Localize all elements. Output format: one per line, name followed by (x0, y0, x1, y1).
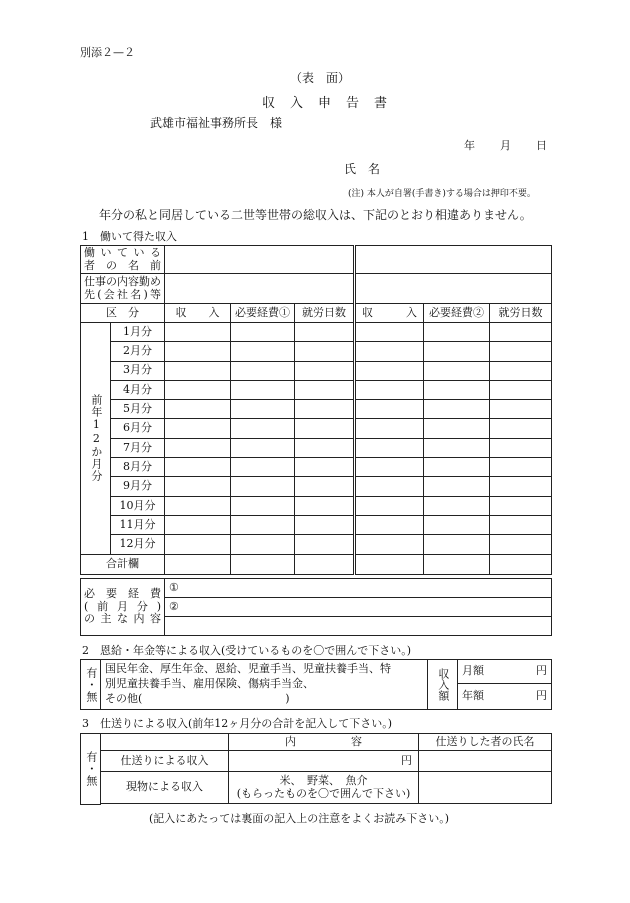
pension-yesno[interactable]: 有・無 (81, 660, 101, 710)
month-expense-2-cell[interactable] (424, 361, 490, 380)
month-days-1-cell[interactable] (295, 323, 355, 342)
pension-yearly[interactable]: 年額 円 (458, 684, 552, 710)
col-days-1: 就労日数 (295, 304, 355, 323)
month-label: 3月分 (111, 361, 165, 380)
month-expense-1-cell[interactable] (231, 342, 295, 361)
document-title: 収 入 申 告 書 (262, 96, 389, 111)
expense-content-table (80, 578, 552, 636)
col-kubun: 区 分 (81, 304, 165, 323)
worker-name-field-1[interactable] (165, 246, 355, 274)
month-income-1-cell[interactable] (165, 535, 231, 554)
side-label: （表 面） (290, 71, 351, 85)
month-income-2-cell[interactable] (355, 419, 424, 438)
month-days-2-cell[interactable] (490, 496, 552, 515)
month-days-1-cell[interactable] (295, 477, 355, 496)
month-income-1-cell[interactable] (165, 458, 231, 477)
table-row (81, 458, 552, 477)
month-days-2-cell[interactable] (490, 438, 552, 457)
table-row (81, 419, 552, 438)
month-days-2-cell[interactable] (490, 342, 552, 361)
month-days-2-cell[interactable] (490, 361, 552, 380)
month-days-2-cell[interactable] (490, 323, 552, 342)
month-expense-1-cell[interactable] (231, 458, 295, 477)
period-label: 前年12か月分 (81, 323, 111, 555)
month-days-2-cell[interactable] (490, 419, 552, 438)
month-days-1-cell[interactable] (295, 380, 355, 399)
month-expense-2-cell[interactable] (424, 400, 490, 419)
col-expense-1: 必要経費① (231, 304, 295, 323)
cash-sender[interactable] (419, 751, 552, 772)
month-days-2-cell[interactable] (490, 535, 552, 554)
col-days-2: 就労日数 (490, 304, 552, 323)
month-label: 12月分 (111, 535, 165, 554)
section2-heading: 2 恩給・年金等による収入(受けているものを〇で囲んで下さい。) (82, 644, 412, 657)
month-income-2-cell[interactable] (355, 342, 424, 361)
month-expense-1-cell[interactable] (231, 323, 295, 342)
month-income-2-cell[interactable] (355, 361, 424, 380)
pension-income-label: 収入額 (428, 660, 458, 710)
month-income-1-cell[interactable] (165, 361, 231, 380)
month-expense-1-cell[interactable] (231, 438, 295, 457)
table-row (81, 361, 552, 380)
month-days-1-cell[interactable] (295, 342, 355, 361)
month-days-2-cell[interactable] (490, 515, 552, 534)
month-income-1-cell[interactable] (165, 496, 231, 515)
table-row (81, 342, 552, 361)
month-expense-2-cell[interactable] (424, 496, 490, 515)
remittance-table (80, 733, 552, 805)
kind-label: 現物による収入 (101, 772, 229, 804)
month-expense-2-cell[interactable] (424, 477, 490, 496)
month-days-1-cell[interactable] (295, 515, 355, 534)
month-expense-1-cell[interactable] (231, 535, 295, 554)
declaration-text: 年分の私と同居している二世等世帯の総収入は、下記のとおり相違ありません。 (99, 208, 532, 222)
month-income-1-cell[interactable] (165, 477, 231, 496)
kind-items[interactable]: 米、 野菜、 魚介 (もらったものを〇で囲んで下さい) (229, 772, 419, 804)
worker-name-label: 働いている 者の名前 (81, 246, 165, 274)
month-expense-2-cell[interactable] (424, 515, 490, 534)
month-label: 5月分 (111, 400, 165, 419)
total-expense-1[interactable] (231, 554, 295, 574)
date-month-label: 月 (500, 139, 511, 152)
job-field-1[interactable] (165, 274, 355, 304)
table-row (81, 477, 552, 496)
pension-monthly[interactable]: 月額 円 (458, 660, 552, 684)
month-income-2-cell[interactable] (355, 458, 424, 477)
month-income-1-cell[interactable] (165, 380, 231, 399)
expense-content-2[interactable]: ② (165, 598, 552, 617)
month-label: 1月分 (111, 323, 165, 342)
month-days-2-cell[interactable] (490, 380, 552, 399)
month-income-2-cell[interactable] (355, 380, 424, 399)
month-income-2-cell[interactable] (355, 496, 424, 515)
month-expense-2-cell[interactable] (424, 380, 490, 399)
month-expense-1-cell[interactable] (231, 400, 295, 419)
cash-label: 仕送りによる収入 (101, 751, 229, 772)
month-income-1-cell[interactable] (165, 342, 231, 361)
earned-income-table (80, 245, 552, 575)
table-row (81, 496, 552, 515)
month-expense-2-cell[interactable] (424, 342, 490, 361)
month-expense-2-cell[interactable] (424, 323, 490, 342)
month-days-2-cell[interactable] (490, 458, 552, 477)
annex-label: 別添２—２ (80, 46, 135, 59)
month-days-1-cell[interactable] (295, 496, 355, 515)
month-days-1-cell[interactable] (295, 458, 355, 477)
month-label: 9月分 (111, 477, 165, 496)
col-income-2: 収 入 (355, 304, 424, 323)
month-label: 10月分 (111, 496, 165, 515)
date-year-label: 年 (464, 139, 475, 152)
month-label: 8月分 (111, 458, 165, 477)
month-label: 7月分 (111, 438, 165, 457)
col-sender: 仕送りした者の氏名 (419, 734, 552, 751)
month-income-1-cell[interactable] (165, 515, 231, 534)
date-day-label: 日 (536, 139, 547, 152)
total-income-1[interactable] (165, 554, 231, 574)
seal-note: (注) 本人が自署(手書き)する場合は押印不要。 (348, 189, 536, 199)
footer-note: (記入にあたっては裏面の記入上の注意をよくお読み下さい。) (149, 812, 450, 825)
kind-sender[interactable] (419, 772, 552, 804)
total-income-2[interactable] (355, 554, 424, 574)
cash-amount[interactable]: 円 (229, 751, 419, 772)
total-days-1[interactable] (295, 554, 355, 574)
table-row (81, 515, 552, 534)
worker-name-field-2[interactable] (355, 246, 552, 274)
month-expense-2-cell[interactable] (424, 438, 490, 457)
section1-heading: 1 働いて得た収入 (82, 230, 177, 243)
month-expense-1-cell[interactable] (231, 419, 295, 438)
col-content: 内 容 (229, 734, 419, 751)
expense-content-1[interactable]: ① (165, 579, 552, 598)
month-days-2-cell[interactable] (490, 477, 552, 496)
total-label: 合計欄 (81, 554, 165, 574)
month-income-2-cell[interactable] (355, 438, 424, 457)
month-days-1-cell[interactable] (295, 361, 355, 380)
pension-table (80, 659, 552, 710)
month-expense-2-cell[interactable] (424, 458, 490, 477)
table-row (81, 438, 552, 457)
expense-label: 必要経費 (前月分) の主な内容 (81, 579, 165, 636)
month-expense-1-cell[interactable] (231, 477, 295, 496)
month-days-1-cell[interactable] (295, 419, 355, 438)
month-income-1-cell[interactable] (165, 438, 231, 457)
month-income-2-cell[interactable] (355, 400, 424, 419)
month-income-1-cell[interactable] (165, 323, 231, 342)
month-label: 2月分 (111, 342, 165, 361)
job-label: 仕事の内容勤め 先(会社名)等 (81, 274, 165, 304)
total-expense-2[interactable] (424, 554, 490, 574)
name-label: 氏 名 (344, 162, 381, 176)
month-expense-1-cell[interactable] (231, 515, 295, 534)
month-income-2-cell[interactable] (355, 323, 424, 342)
month-expense-2-cell[interactable] (424, 535, 490, 554)
month-income-1-cell[interactable] (165, 400, 231, 419)
total-days-2[interactable] (490, 554, 552, 574)
month-expense-1-cell[interactable] (231, 496, 295, 515)
month-label: 4月分 (111, 380, 165, 399)
month-days-1-cell[interactable] (295, 438, 355, 457)
month-expense-2-cell[interactable] (424, 419, 490, 438)
addressee: 武雄市福祉事務所長 様 (150, 116, 283, 130)
month-days-1-cell[interactable] (295, 400, 355, 419)
table-row (81, 535, 552, 554)
remittance-yesno[interactable]: 有・無 (81, 734, 101, 805)
expense-content-3[interactable] (165, 617, 552, 636)
month-days-2-cell[interactable] (490, 400, 552, 419)
table-row (81, 400, 552, 419)
table-row (81, 380, 552, 399)
month-income-1-cell[interactable] (165, 419, 231, 438)
month-income-2-cell[interactable] (355, 515, 424, 534)
pension-types[interactable]: 国民年金、厚生年金、恩給、児童手当、児童扶養手当、特 別児童扶養手当、雇用保険、傷病手当金、 その他( ) (101, 660, 428, 710)
month-label: 11月分 (111, 515, 165, 534)
col-expense-2: 必要経費② (424, 304, 490, 323)
month-label: 6月分 (111, 419, 165, 438)
month-income-2-cell[interactable] (355, 477, 424, 496)
job-field-2[interactable] (355, 274, 552, 304)
col-income-1: 収 入 (165, 304, 231, 323)
month-income-2-cell[interactable] (355, 535, 424, 554)
month-expense-1-cell[interactable] (231, 380, 295, 399)
table-row (81, 323, 552, 342)
month-days-1-cell[interactable] (295, 535, 355, 554)
month-expense-1-cell[interactable] (231, 361, 295, 380)
section3-heading: 3 仕送りによる収入(前年12ヶ月分の合計を記入して下さい。) (82, 717, 393, 730)
